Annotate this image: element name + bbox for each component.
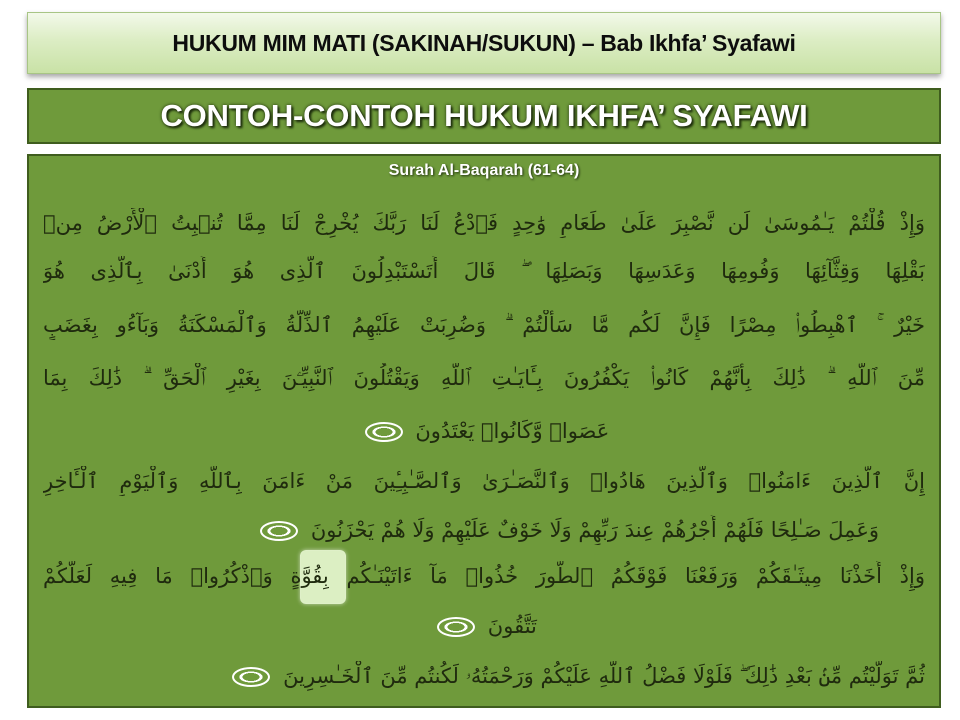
header-banner	[27, 12, 941, 74]
ayah-line-5	[43, 416, 925, 446]
ayah-line-6	[43, 466, 925, 496]
ayah-text: ثُمَّ تَوَلَّيْتُم مِّنۢ بَعْدِ ذَٰلِكَ ۖ فَلَوْلَا فَضْلُ ٱللَّهِ عَلَيْكُمْ وَرَحْمَتُهُۥ لَكُنتُم مِّنَ ٱلْخَـٰسِرِينَ	[283, 664, 925, 688]
ayah-text: وَإِذْ قُلْتُمْ يَـٰمُوسَىٰ لَن نَّصْبِرَ عَلَىٰ طَعَامٍ وَٰحِدٍ فَٱدْعُ لَنَا رَبَّكَ يُخْرِجْ لَنَا مِمَّا تُنۢبِتُ ٱلْأَرْضُ مِنۢ	[43, 211, 925, 235]
verse-end-marker-icon	[260, 521, 298, 541]
subtitle-banner	[27, 88, 941, 144]
ayah-line-10	[43, 661, 925, 691]
ayah-line-3	[43, 310, 925, 340]
verse-end-marker-icon	[437, 617, 475, 637]
surah-title: Surah Al-Baqarah (61-64)	[388, 162, 580, 179]
ayah-text: تَتَّقُونَ	[487, 614, 537, 638]
ayah-line-7	[43, 515, 879, 545]
ayah-line-9	[43, 611, 925, 641]
ayah-text: وَإِذْ أَخَذْنَا مِيثَـٰقَكُمْ وَرَفَعْنَا فَوْقَكُمُ ٱلطُّورَ خُذُوا۟ مَآ ءَاتَيْنَـٰكُم بِقُوَّةٍ وَٱذْكُرُوا۟ مَا فِيهِ لَعَلَّكُمْ	[43, 564, 925, 588]
ayah-text: إِنَّ ٱلَّذِينَ ءَامَنُوا۟ وَٱلَّذِينَ هَادُوا۟ وَٱلنَّصَـٰرَىٰ وَٱلصَّـٰبِـِٔينَ مَنْ ءَامَنَ بِٱللَّهِ وَٱلْيَوْمِ ٱلْـَٔاخِرِ	[43, 469, 925, 493]
verse-panel	[27, 154, 941, 708]
ayah-text: خَيْرٌ ۚ ٱهْبِطُوا۟ مِصْرًا فَإِنَّ لَكُم مَّا سَأَلْتُمْ ۗ وَضُرِبَتْ عَلَيْهِمُ ٱلذِّلَّةُ وَٱلْمَسْكَنَةُ وَبَآءُو بِغَضَبٍ	[43, 313, 925, 337]
ayah-text: عَصَوا۟ وَّكَانُوا۟ يَعْتَدُونَ	[415, 419, 610, 443]
page-title: HUKUM MIM MATI (SAKINAH/SUKUN) – Bab Ikhfa’ Syafawi	[172, 29, 796, 56]
verse-end-marker-icon	[365, 422, 403, 442]
ayah-line-2	[43, 256, 925, 286]
ayah-text: بَقْلِهَا وَقِثَّآئِهَا وَفُومِهَا وَعَدَسِهَا وَبَصَلِهَا ۖ قَالَ أَتَسْتَبْدِلُونَ ٱلَّذِى هُوَ أَدْنَىٰ بِٱلَّذِى هُوَ	[43, 259, 925, 283]
ayah-text: وَعَمِلَ صَـٰلِحًا فَلَهُمْ أَجْرُهُمْ عِندَ رَبِّهِمْ وَلَا خَوْفٌ عَلَيْهِمْ وَلَا هُمْ يَحْزَنُونَ	[310, 518, 879, 542]
ayah-line-8	[43, 561, 925, 591]
ayah-line-4	[43, 363, 925, 393]
ayah-line-1	[43, 208, 925, 238]
ayah-text: مِّنَ ٱللَّهِ ۗ ذَٰلِكَ بِأَنَّهُمْ كَانُوا۟ يَكْفُرُونَ بِـَٔايَـٰتِ ٱللَّهِ وَيَقْتُلُونَ ٱلنَّبِيِّـۧنَ بِغَيْرِ ٱلْحَقِّ ۗ ذَٰلِكَ بِمَا	[43, 366, 925, 390]
verse-end-marker-icon	[232, 667, 270, 687]
section-title: CONTOH-CONTOH HUKUM IKHFA’ SYAFAWI	[160, 98, 808, 133]
